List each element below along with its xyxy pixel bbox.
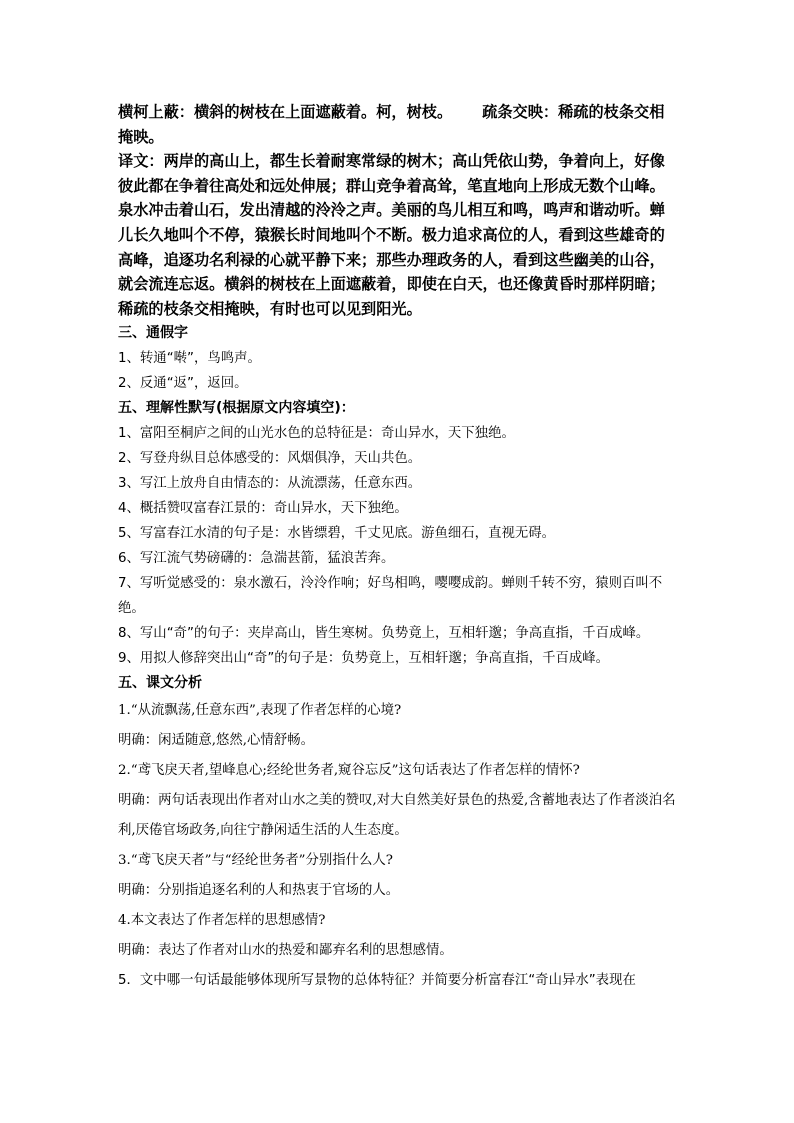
analysis-question: 1.“从流飘荡,任意东西”,表现了作者怎样的心境? (118, 703, 402, 719)
moxie-item: 3、写江上放舟自由情态的：从流漂荡，任意东西。 (118, 476, 422, 492)
moxie-item: 9、用拟人修辞突出山“奇”的句子是：负势竟上，互相轩邈；争高直指，千百成峰。 (118, 651, 610, 667)
tongjia-item: 1、转通“啭”，鸟鸣声。 (118, 351, 261, 367)
moxie-item: 2、写登舟纵目总体感受的：风烟俱净，天山共色。 (118, 451, 422, 467)
notes-line (118, 100, 678, 149)
analysis-question: 4.本文表达了作者怎样的思想感情? (118, 913, 326, 929)
note-shutiao: 疏条交映：稀疏的枝条交相掩映。 (118, 103, 665, 146)
note-henke: 横柯上蔽：横斜的树枝在上面遮蔽着。柯，树枝。 (118, 103, 453, 121)
section-tongjia-title: 三、通假字 (118, 325, 188, 342)
analysis-answer: 明确：闲适随意,悠然,心情舒畅。 (118, 733, 314, 749)
moxie-item: 4、概括赞叹富春江景的：奇山异水，天下独绝。 (118, 501, 408, 517)
section-moxie-title: 五、理解性默写(根据原文内容填空)： (118, 400, 355, 417)
analysis-question: 2.“鸢飞戾天者,望峰息心;经纶世务者,窥谷忘反”这句话表达了作者怎样的情怀? (118, 763, 580, 779)
document-page (118, 100, 678, 996)
analysis-answer: 明确：表达了作者对山水的热爱和鄙弃名利的思想感情。 (118, 943, 453, 959)
analysis-answer: 明确：分别指追逐名利的人和热衷于官场的人。 (118, 883, 400, 899)
moxie-item: 8、写山“奇”的句子：夹岸高山，皆生寒树。负势竟上，互相轩邈；争高直指，千百成峰。 (118, 626, 650, 642)
analysis-question: 3.“鸢飞戾天者”与“经纶世务者”分别指什么人? (118, 853, 393, 869)
section-analysis-title: 五、课文分析 (118, 675, 202, 692)
moxie-item: 7、写听觉感受的：泉水激石，泠泠作响；好鸟相鸣，嘤嘤成韵。蝉则千转不穷，猿则百叫不绝。 (118, 576, 663, 617)
moxie-item: 1、富阳至桐庐之间的山光水色的总特征是：奇山异水，天下独绝。 (118, 426, 515, 442)
translation-paragraph: 译文：两岸的高山上，都生长着耐寒常绿的树木；高山凭依山势，争着向上，好像彼此都在争着往高处和远处伸展；群山竞争着高耸，笔直地向上形成无数个山峰。泉水冲击着山石，发出清越的泠泠之声。美丽的鸟儿相互和鸣，鸣声和谐动听。蝉儿长久地叫个不停，猿猴长时间地叫个不断。极力追求高位的人，看到这些雄奇的高峰，追逐功名利禄的心就平静下来；那些办理政务的人，看到这些幽美的山谷，就会流连忘返。横斜的树枝在上面遮蔽着，即使在白天，也还像黄昏时那样阴暗；稀疏的枝条交相掩映，有时也可以见到阳光。 (118, 152, 665, 318)
tongjia-item: 2、反通“返”，返回。 (118, 376, 248, 392)
moxie-item: 6、写江流气势磅礴的：急湍甚箭，猛浪苦奔。 (118, 551, 395, 567)
analysis-answer: 明确：两句话表现出作者对山水之美的赞叹,对大自然美好景色的热爱,含蓄地表达了作者淡泊名利,厌倦官场政务,向往宁静闲适生活的人生态度。 (118, 793, 676, 839)
analysis-last-question: 5．文中哪一句话最能够体现所写景物的总体特征？并简要分析富春江“奇山异水”表现在 (118, 973, 636, 989)
moxie-item: 5、写富春江水清的句子是：水皆缥碧，千丈见底。游鱼细石，直视无碍。 (118, 526, 556, 542)
